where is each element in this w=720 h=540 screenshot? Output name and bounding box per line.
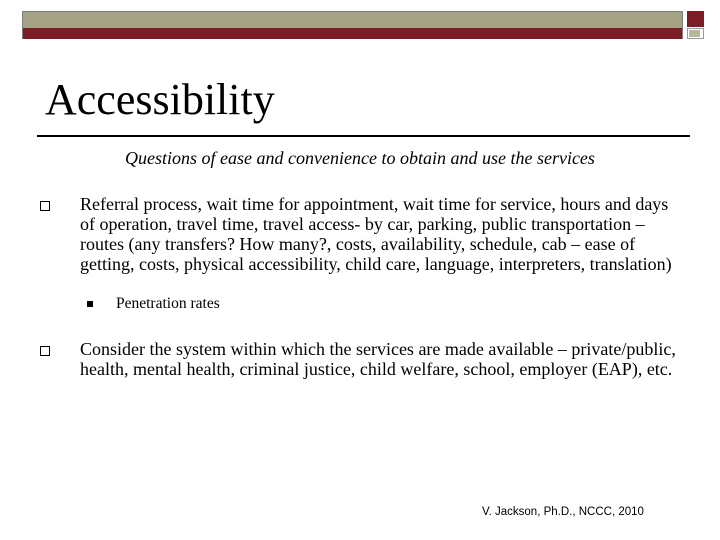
corner-decoration [686,11,707,39]
hollow-square-bullet-icon [40,346,50,356]
olive-band [23,12,682,28]
sub-bullet-text: Penetration rates [116,295,220,312]
filled-square-bullet-icon [87,301,93,307]
header-decoration-bar [22,11,683,39]
footer-credit: V. Jackson, Ph.D., NCCC, 2010 [482,506,644,518]
maroon-band [23,28,682,39]
corner-square-olive [689,30,700,37]
bullet-text-referral: Referral process, wait time for appointment, wait time for service, hours and days of operation, travel time, travel access- by car, parking, public transportation – routes (any transfers? How many?, costs, availability, schedule, cab – ease of getting, costs, physical accessibility, child care, language, interpreters, translation) [80,194,672,274]
slide-title: Accessibility [45,75,275,124]
hollow-square-bullet-icon [40,201,50,211]
corner-square-maroon [687,11,704,27]
slide-subtitle: Questions of ease and convenience to obtain and use the services [125,148,595,168]
bullet-text-system: Consider the system within which the services are made available – private/public, health, mental health, criminal justice, child welfare, school, employer (EAP), etc. [80,339,676,379]
title-underline [37,135,690,137]
